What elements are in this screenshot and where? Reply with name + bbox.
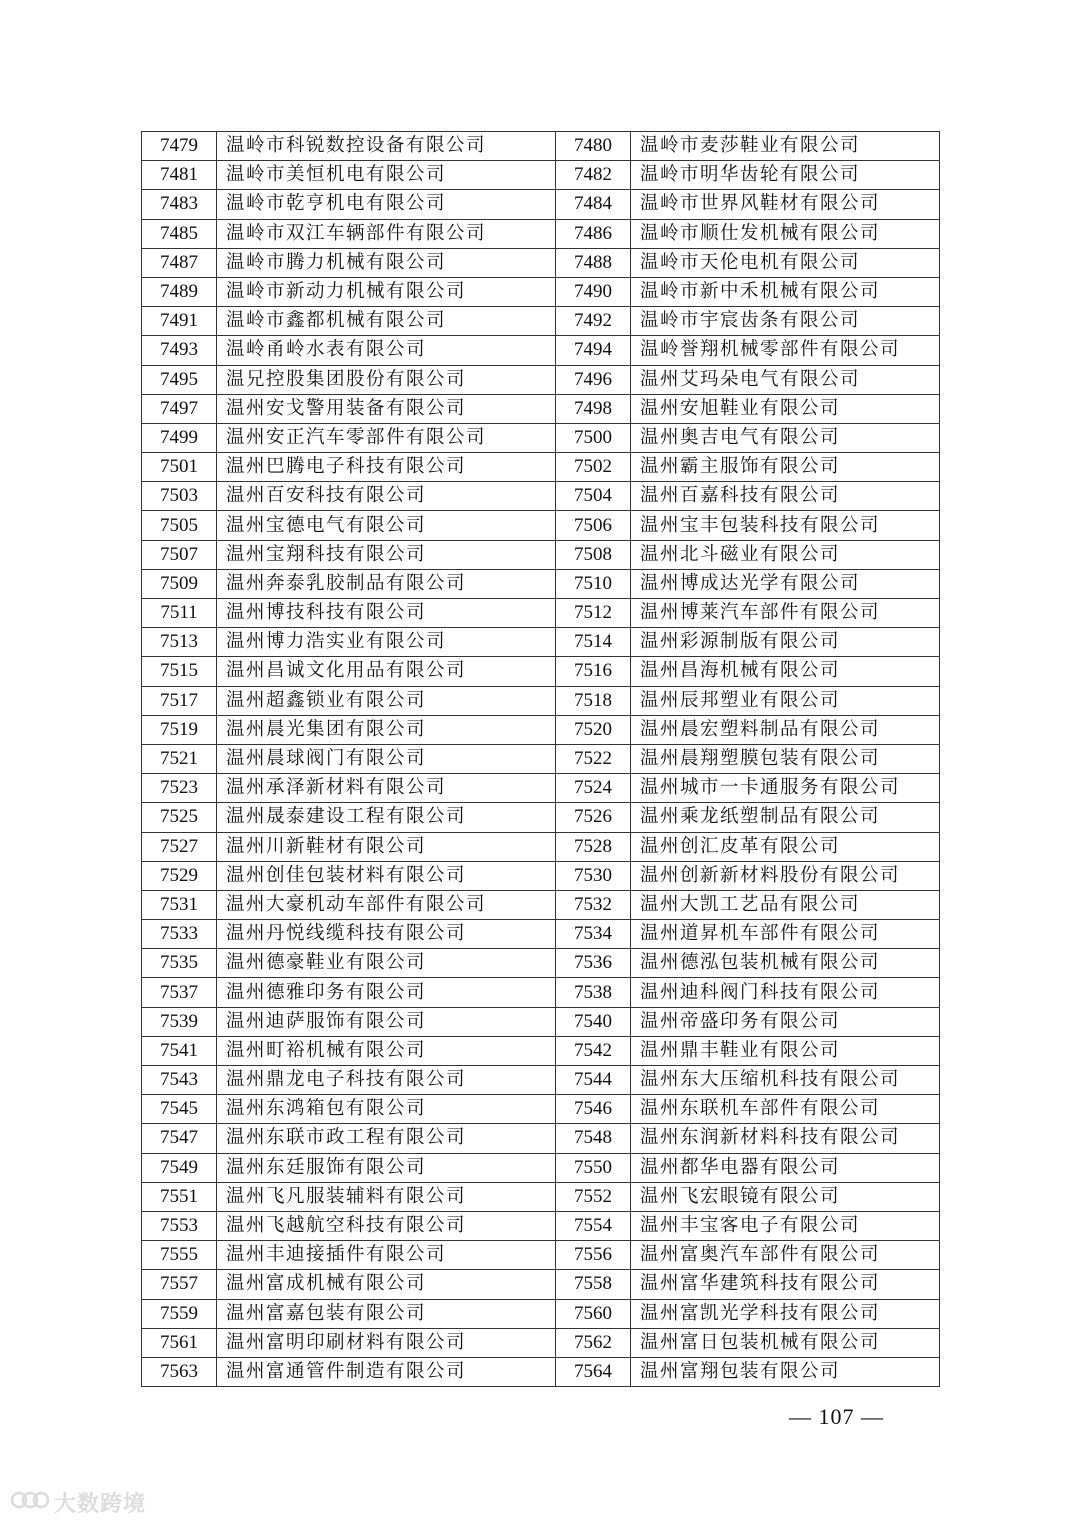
company-number: 7544: [556, 1066, 631, 1095]
company-number: 7516: [556, 657, 631, 686]
company-number: 7486: [556, 219, 631, 248]
table-row: [142, 715, 940, 744]
company-name: 温州博技科技有限公司: [217, 599, 556, 628]
company-number: 7501: [142, 453, 217, 482]
company-name: 温岭市美恒机电有限公司: [217, 161, 556, 190]
company-number: 7542: [556, 1036, 631, 1065]
company-name: 温州晟泰建设工程有限公司: [217, 803, 556, 832]
company-name: 温州迪科阀门科技有限公司: [631, 978, 940, 1007]
table-row: [142, 394, 940, 423]
company-number: 7538: [556, 978, 631, 1007]
company-name: 温州富华建筑科技有限公司: [631, 1270, 940, 1299]
company-number: 7559: [142, 1299, 217, 1328]
company-name: 温州富成机械有限公司: [217, 1270, 556, 1299]
company-number: 7549: [142, 1153, 217, 1182]
company-number: 7502: [556, 453, 631, 482]
company-name: 温州宝德电气有限公司: [217, 511, 556, 540]
company-name: 温州飞凡服装辅料有限公司: [217, 1182, 556, 1211]
company-name: 温州百嘉科技有限公司: [631, 482, 940, 511]
company-name: 温州安旭鞋业有限公司: [631, 394, 940, 423]
table-row: [142, 365, 940, 394]
company-name: 温州北斗磁业有限公司: [631, 540, 940, 569]
table-row: [142, 1182, 940, 1211]
table-row: [142, 161, 940, 190]
table-row: [142, 949, 940, 978]
company-number: 7545: [142, 1095, 217, 1124]
table-row: [142, 569, 940, 598]
company-name: 温州富嘉包装有限公司: [217, 1299, 556, 1328]
company-name: 温岭市腾力机械有限公司: [217, 248, 556, 277]
company-number: 7480: [556, 132, 631, 161]
company-name: 温州丰迪接插件有限公司: [217, 1241, 556, 1270]
company-number: 7536: [556, 949, 631, 978]
table-row: [142, 1007, 940, 1036]
company-number: 7503: [142, 482, 217, 511]
company-name: 温州东大压缩机科技有限公司: [631, 1066, 940, 1095]
company-number: 7481: [142, 161, 217, 190]
company-name: 温岭誉翔机械零部件有限公司: [631, 336, 940, 365]
company-number: 7514: [556, 628, 631, 657]
company-name: 温岭市新中禾机械有限公司: [631, 277, 940, 306]
company-number: 7512: [556, 599, 631, 628]
company-number: 7533: [142, 920, 217, 949]
company-number: 7482: [556, 161, 631, 190]
company-name: 温州东廷服饰有限公司: [217, 1153, 556, 1182]
company-number: 7490: [556, 277, 631, 306]
company-number: 7504: [556, 482, 631, 511]
company-name: 温州东润新材料科技有限公司: [631, 1124, 940, 1153]
company-name: 温岭市明华齿轮有限公司: [631, 161, 940, 190]
company-name: 温州创佳包装材料有限公司: [217, 861, 556, 890]
company-name: 温州鼎丰鞋业有限公司: [631, 1036, 940, 1065]
company-number: 7484: [556, 190, 631, 219]
company-number: 7528: [556, 832, 631, 861]
company-number: 7511: [142, 599, 217, 628]
company-name: 温州富翔包装有限公司: [631, 1357, 940, 1386]
company-number: 7557: [142, 1270, 217, 1299]
company-name: 温州彩源制版有限公司: [631, 628, 940, 657]
company-name: 温兄控股集团股份有限公司: [217, 365, 556, 394]
table-row: [142, 1299, 940, 1328]
company-name: 温州超鑫锁业有限公司: [217, 686, 556, 715]
company-number: 7519: [142, 715, 217, 744]
company-name: 温州东联市政工程有限公司: [217, 1124, 556, 1153]
company-name: 温州东联机车部件有限公司: [631, 1095, 940, 1124]
watermark-text: 大数跨境: [54, 1491, 147, 1517]
company-name: 温州奔泰乳胶制品有限公司: [217, 569, 556, 598]
company-name: 温州德雅印务有限公司: [217, 978, 556, 1007]
watermark-logo-icon: [10, 1487, 50, 1517]
company-number: 7505: [142, 511, 217, 540]
company-name: 温州都华电器有限公司: [631, 1153, 940, 1182]
company-number: 7489: [142, 277, 217, 306]
company-name: 温州飞越航空科技有限公司: [217, 1211, 556, 1240]
company-number: 7479: [142, 132, 217, 161]
company-number: 7546: [556, 1095, 631, 1124]
company-name: 温岭市乾亨机电有限公司: [217, 190, 556, 219]
company-name: 温州博成达光学有限公司: [631, 569, 940, 598]
company-name: 温州晨光集团有限公司: [217, 715, 556, 744]
company-name: 温州丹悦线缆科技有限公司: [217, 920, 556, 949]
company-number: 7518: [556, 686, 631, 715]
company-name: 温州创汇皮革有限公司: [631, 832, 940, 861]
company-name: 温州昌海机械有限公司: [631, 657, 940, 686]
company-number: 7520: [556, 715, 631, 744]
table-row: [142, 277, 940, 306]
company-number: 7526: [556, 803, 631, 832]
company-name: 温州大凯工艺品有限公司: [631, 890, 940, 919]
company-name: 温岭市顺仕发机械有限公司: [631, 219, 940, 248]
company-name: 温州奥吉电气有限公司: [631, 423, 940, 452]
company-number: 7493: [142, 336, 217, 365]
company-name: 温州德泓包装机械有限公司: [631, 949, 940, 978]
company-number: 7497: [142, 394, 217, 423]
table-row: [142, 1241, 940, 1270]
company-number: 7564: [556, 1357, 631, 1386]
company-number: 7543: [142, 1066, 217, 1095]
table-row: [142, 861, 940, 890]
company-number: 7521: [142, 744, 217, 773]
company-list-body: [142, 132, 940, 1387]
table-row: [142, 1328, 940, 1357]
company-number: 7507: [142, 540, 217, 569]
company-number: 7509: [142, 569, 217, 598]
company-name: 温州宝丰包装科技有限公司: [631, 511, 940, 540]
company-number: 7500: [556, 423, 631, 452]
table-row: [142, 248, 940, 277]
company-number: 7555: [142, 1241, 217, 1270]
company-name: 温州丰宝客电子有限公司: [631, 1211, 940, 1240]
company-name: 温州飞宏眼镜有限公司: [631, 1182, 940, 1211]
company-name: 温岭市科锐数控设备有限公司: [217, 132, 556, 161]
table-row: [142, 686, 940, 715]
company-number: 7524: [556, 774, 631, 803]
company-number: 7513: [142, 628, 217, 657]
table-row: [142, 1124, 940, 1153]
table-row: [142, 482, 940, 511]
company-name: 温州町裕机械有限公司: [217, 1036, 556, 1065]
company-name: 温州安正汽车零部件有限公司: [217, 423, 556, 452]
company-name: 温州富明印刷材料有限公司: [217, 1328, 556, 1357]
company-number: 7492: [556, 307, 631, 336]
company-number: 7487: [142, 248, 217, 277]
company-number: 7550: [556, 1153, 631, 1182]
company-name: 温州富通管件制造有限公司: [217, 1357, 556, 1386]
page-number: — 107 —: [789, 1404, 884, 1429]
company-number: 7494: [556, 336, 631, 365]
company-name: 温州巴腾电子科技有限公司: [217, 453, 556, 482]
company-name: 温州百安科技有限公司: [217, 482, 556, 511]
company-number: 7496: [556, 365, 631, 394]
company-number: 7537: [142, 978, 217, 1007]
watermark: [10, 1487, 146, 1517]
company-number: 7561: [142, 1328, 217, 1357]
company-name: 温州鼎龙电子科技有限公司: [217, 1066, 556, 1095]
company-name: 温州艾玛朵电气有限公司: [631, 365, 940, 394]
company-name: 温州大豪机动车部件有限公司: [217, 890, 556, 919]
table-row: [142, 336, 940, 365]
company-name: 温岭市新动力机械有限公司: [217, 277, 556, 306]
company-name: 温州富奥汽车部件有限公司: [631, 1241, 940, 1270]
company-name: 温州东鸿箱包有限公司: [217, 1095, 556, 1124]
company-number: 7498: [556, 394, 631, 423]
company-name: 温州昌诚文化用品有限公司: [217, 657, 556, 686]
company-number: 7491: [142, 307, 217, 336]
company-number: 7522: [556, 744, 631, 773]
company-name: 温州富日包装机械有限公司: [631, 1328, 940, 1357]
company-name: 温州德豪鞋业有限公司: [217, 949, 556, 978]
table-row: [142, 423, 940, 452]
company-number: 7552: [556, 1182, 631, 1211]
company-name: 温州乘龙纸塑制品有限公司: [631, 803, 940, 832]
table-row: [142, 1095, 940, 1124]
company-number: 7535: [142, 949, 217, 978]
company-number: 7562: [556, 1328, 631, 1357]
table-row: [142, 803, 940, 832]
company-name: 温州晨翔塑膜包装有限公司: [631, 744, 940, 773]
company-name: 温岭市麦莎鞋业有限公司: [631, 132, 940, 161]
company-name: 温州宝翔科技有限公司: [217, 540, 556, 569]
company-name: 温州承泽新材料有限公司: [217, 774, 556, 803]
company-number: 7517: [142, 686, 217, 715]
table-row: [142, 920, 940, 949]
table-row: [142, 774, 940, 803]
company-number: 7560: [556, 1299, 631, 1328]
table-row: [142, 628, 940, 657]
company-name: 温州城市一卡通服务有限公司: [631, 774, 940, 803]
company-number: 7539: [142, 1007, 217, 1036]
table-row: [142, 599, 940, 628]
company-number: 7563: [142, 1357, 217, 1386]
company-name: 温州帝盛印务有限公司: [631, 1007, 940, 1036]
company-number: 7548: [556, 1124, 631, 1153]
company-number: 7529: [142, 861, 217, 890]
company-name: 温州晨宏塑料制品有限公司: [631, 715, 940, 744]
company-number: 7547: [142, 1124, 217, 1153]
company-name: 温州富凯光学科技有限公司: [631, 1299, 940, 1328]
company-number: 7510: [556, 569, 631, 598]
table-row: [142, 307, 940, 336]
table-row: [142, 1211, 940, 1240]
company-name: 温州道昇机车部件有限公司: [631, 920, 940, 949]
table-row: [142, 657, 940, 686]
table-row: [142, 978, 940, 1007]
company-number: 7525: [142, 803, 217, 832]
table-row: [142, 1270, 940, 1299]
company-number: 7540: [556, 1007, 631, 1036]
company-number: 7530: [556, 861, 631, 890]
table-row: [142, 1036, 940, 1065]
table-row: [142, 832, 940, 861]
company-number: 7485: [142, 219, 217, 248]
company-number: 7534: [556, 920, 631, 949]
table-row: [142, 453, 940, 482]
company-number: 7499: [142, 423, 217, 452]
company-number: 7553: [142, 1211, 217, 1240]
company-name: 温州博莱汽车部件有限公司: [631, 599, 940, 628]
table-row: [142, 1153, 940, 1182]
company-name: 温州川新鞋材有限公司: [217, 832, 556, 861]
company-number: 7515: [142, 657, 217, 686]
company-name: 温州博力浩实业有限公司: [217, 628, 556, 657]
company-name: 温岭市双江车辆部件有限公司: [217, 219, 556, 248]
company-name: 温岭市天伦电机有限公司: [631, 248, 940, 277]
company-number: 7551: [142, 1182, 217, 1211]
company-number: 7541: [142, 1036, 217, 1065]
company-number: 7558: [556, 1270, 631, 1299]
company-name: 温岭市宇宸齿条有限公司: [631, 307, 940, 336]
company-name: 温岭市世界风鞋材有限公司: [631, 190, 940, 219]
company-number: 7554: [556, 1211, 631, 1240]
company-number: 7488: [556, 248, 631, 277]
company-number: 7506: [556, 511, 631, 540]
table-row: [142, 190, 940, 219]
table-row: [142, 744, 940, 773]
company-name: 温岭甬岭水表有限公司: [217, 336, 556, 365]
table-row: [142, 132, 940, 161]
company-name: 温州迪萨服饰有限公司: [217, 1007, 556, 1036]
company-number: 7531: [142, 890, 217, 919]
company-number: 7483: [142, 190, 217, 219]
company-number: 7523: [142, 774, 217, 803]
company-name: 温州辰邦塑业有限公司: [631, 686, 940, 715]
company-name: 温岭市鑫都机械有限公司: [217, 307, 556, 336]
table-row: [142, 1357, 940, 1386]
company-number: 7495: [142, 365, 217, 394]
table-row: [142, 511, 940, 540]
company-name: 温州创新新材料股份有限公司: [631, 861, 940, 890]
company-number: 7556: [556, 1241, 631, 1270]
company-list-table: [141, 131, 940, 1387]
company-name: 温州安戈警用装备有限公司: [217, 394, 556, 423]
company-number: 7508: [556, 540, 631, 569]
table-row: [142, 540, 940, 569]
table-row: [142, 1066, 940, 1095]
table-row: [142, 219, 940, 248]
company-number: 7532: [556, 890, 631, 919]
company-number: 7527: [142, 832, 217, 861]
table-row: [142, 890, 940, 919]
company-name: 温州霸主服饰有限公司: [631, 453, 940, 482]
company-name: 温州晨球阀门有限公司: [217, 744, 556, 773]
